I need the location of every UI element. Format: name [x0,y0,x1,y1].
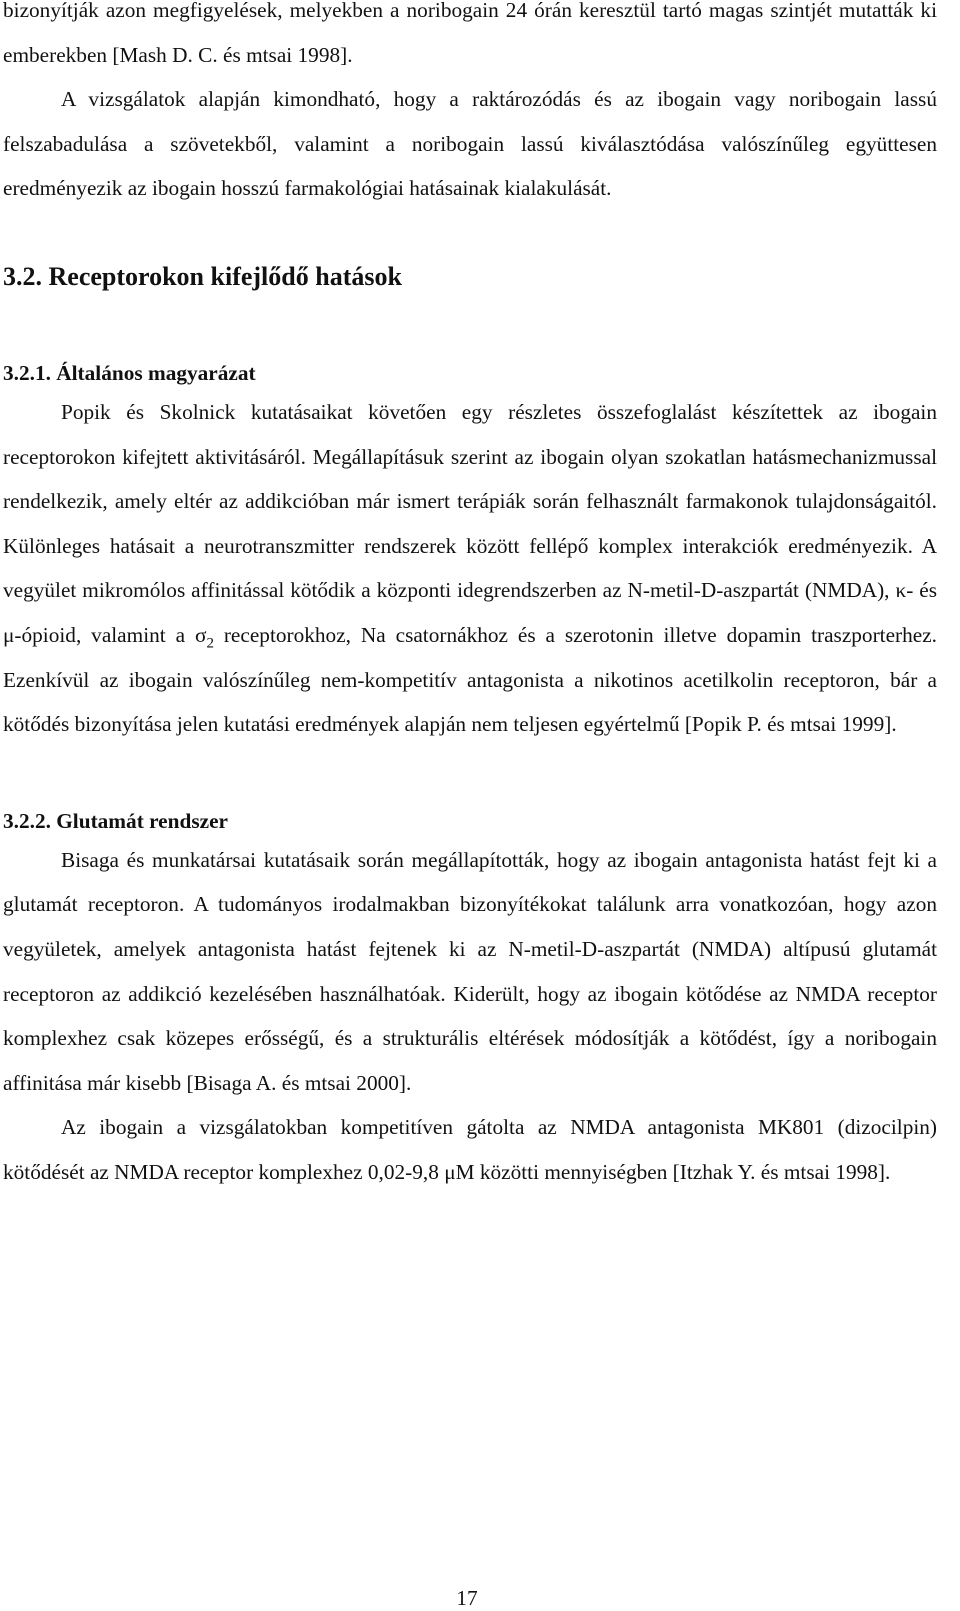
intro-paragraph-2: A vizsgálatok alapján kimondható, hogy a raktározódás és az ibogain vagy noribogain lassú felszabadulása a szövetekből, valamint a noribogain lassú kiválasztódása valószínűleg együttesen eredményezik az ibogain hosszú farmakológiai hatásainak kialakulását. [3,87,937,201]
subsection-1-text-tail: receptorokhoz, Na csatornákhoz és a szerotonin illetve dopamin traszporterhez. Ezenkívül az ibogain valószínűleg nem-kompetitív antagonista a nikotinos acetilkolin receptoron, bár a kötődés bizonyítása jelen kutatási eredmények alapján nem teljesen egyértelmű [Popik P. és mtsai 1999]. [3,622,937,737]
subsection-heading-2: 3.2.2. Glutamát rendszer [3,808,228,833]
subsection-heading-1: 3.2.1. Általános magyarázat [3,360,256,385]
subsection-1-paragraph [3,390,937,747]
subsection-2-paragraph-2: Az ibogain a vizsgálatokban kompetitíven gátolta az NMDA antagonista MK801 (dizocilpin) kötődését az NMDA receptor komplexhez 0,02-9,8 μM közötti mennyiségben [Itzhak Y. és mtsai 1998]. [3,1115,937,1184]
section-heading: 3.2. Receptorokon kifejlődő hatások [3,261,402,291]
intro-paragraph-1: bizonyítják azon megfigyelések, melyekben a noribogain 24 órán keresztül tartó magas szintjét mutatták ki emberekben [Mash D. C. és mtsai 1998]. [3,0,937,67]
subsection-2-paragraph-1: Bisaga és munkatársai kutatásaik során megállapították, hogy az ibogain antagonista hatást fejt ki a glutamát receptoron. A tudományos irodalmakban bizonyítékokat találunk arra vonatkozóan, hogy azon vegyületek, amelyek antagonista hatást fejtenek ki az N-metil-D-aszpartát (NMDA) altípusú glutamát receptoron az addikció kezelésében használhatóak. Kiderült, hogy az ibogain kötődése az NMDA receptor komplexhez csak közepes erősségű, és a strukturális eltérések módosítják a kötődést, így a noribogain affinitása már kisebb [Bisaga A. és mtsai 2000]. [3,847,937,1095]
sigma-subscript: 2 [206,635,214,652]
subsection-1-text: Popik és Skolnick kutatásaikat követően egy részletes összefoglalást készítettek az ibogain receptorokon kifejtett aktivitásáról. Megállapításuk szerint az ibogain olyan szokatlan hatásmechanizmussal rendelkezik, amely eltér az addikcióban már ismert terápiák során felhasznált farmakonok tulajdonságaitól. Különleges hatásait a neurotranszmitter rendszerek között fellépő komplex interakciók eredményezik. A vegyület mikromólos affinitással kötődik a központi idegrendszerben az N-metil-D-aszpartát (NMDA), κ- és μ-ópioid, valamint a σ [3,399,937,647]
page-number: 17 [456,1586,478,1610]
